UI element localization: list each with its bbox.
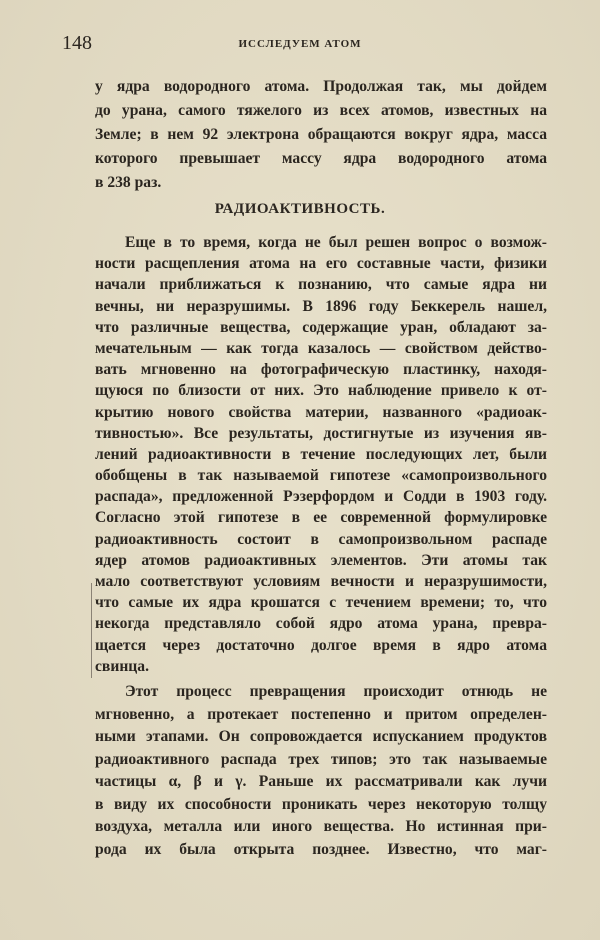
text-line: Этот процесс превращения происходит отнюдь не (125, 683, 547, 700)
text-line: ядер атомов радиоактивных элементов. Эти атомы так (95, 551, 547, 569)
text-line: ными этапами. Он сопровождается испусканием продуктов (95, 728, 547, 745)
text-line: в виду их способности проникать через некоторую толщу (95, 795, 547, 813)
section-heading: РАДИОАКТИВНОСТЬ. (214, 201, 386, 217)
text-line: некогда представляло собой ядро атома урана, превра- (95, 615, 547, 633)
text-line: воздуха, металла или иного вещества. Но истинная при- (95, 818, 547, 835)
text-line: мало соответствуют условиям вечности и неразрушимости, (95, 573, 547, 590)
text-line: Согласно этой гипотезе в ее современной формулировке (95, 509, 547, 527)
text-line: щуюся по близости от них. Это наблюдение привело к от- (95, 382, 547, 400)
text-line: начали приближаться к познанию, что самые ядра ни (95, 276, 547, 294)
text-line: тивностью». Все результаты, достигнутые из изучения яв- (95, 424, 547, 442)
text-line: лений радиоактивности в течение последующих лет, были (95, 445, 547, 463)
paragraph-3 (95, 681, 547, 861)
text-line: обобщены в так называемой гипотезе «самопроизвольного (95, 467, 547, 485)
text-line: щается через достаточно долгое время в ядро атома (95, 636, 547, 654)
text-line: вечны, ни неразрушимы. В 1896 году Беккерель нашел, (95, 297, 547, 315)
page-number: 148 (62, 32, 92, 54)
text-line: радиоактивность состоит в самопроизвольном распаде (95, 530, 547, 548)
text-line: радиоактивного распада трех типов; это так называемые (95, 750, 547, 768)
text-line: у ядра водородного атома. Продолжая так, мы дойдем (95, 78, 547, 95)
paragraph-1 (95, 75, 547, 195)
text-line: рода их была открыта позднее. Известно, что маг- (95, 840, 547, 858)
paragraph-2 (95, 232, 547, 677)
text-line: что различные вещества, содержащие уран, обладают за- (95, 318, 547, 336)
text-line: что самые их ядра крошатся с течением времени; то, что (95, 594, 547, 612)
text-line: до урана, самого тяжелого из всех атомов, известных на (95, 102, 547, 119)
text-line: Земле; в нем 92 электрона обращаются вокруг ядра, масса (95, 126, 547, 143)
text-line: вать мгновенно на фотографическую пластинку, находя- (95, 361, 547, 379)
text-line: в 238 раз. (95, 174, 162, 191)
margin-mark (91, 583, 92, 678)
running-title: ИССЛЕДУЕМ АТОМ (238, 38, 362, 50)
text-line: Еще в то время, когда не был решен вопрос о возмож- (125, 234, 547, 251)
text-line: мгновенно, а протекает постепенно и притом определен- (95, 705, 547, 723)
text-line: которого превышает массу ядра водородного атома (95, 150, 547, 167)
text-line: ности расщепления атома на его составные части, физики (95, 255, 547, 273)
text-line: распада», предложенной Рэзерфордом и Содди в 1903 году. (95, 488, 547, 506)
text-line: свинца. (95, 657, 149, 675)
text-line: частицы α, β и γ. Раньше их рассматривали как лучи (95, 773, 547, 790)
text-line: крытию нового свойства материи, названного «радиоак- (95, 403, 547, 421)
text-line: мечательным — как тогда казалось — свойством действо- (95, 339, 547, 357)
